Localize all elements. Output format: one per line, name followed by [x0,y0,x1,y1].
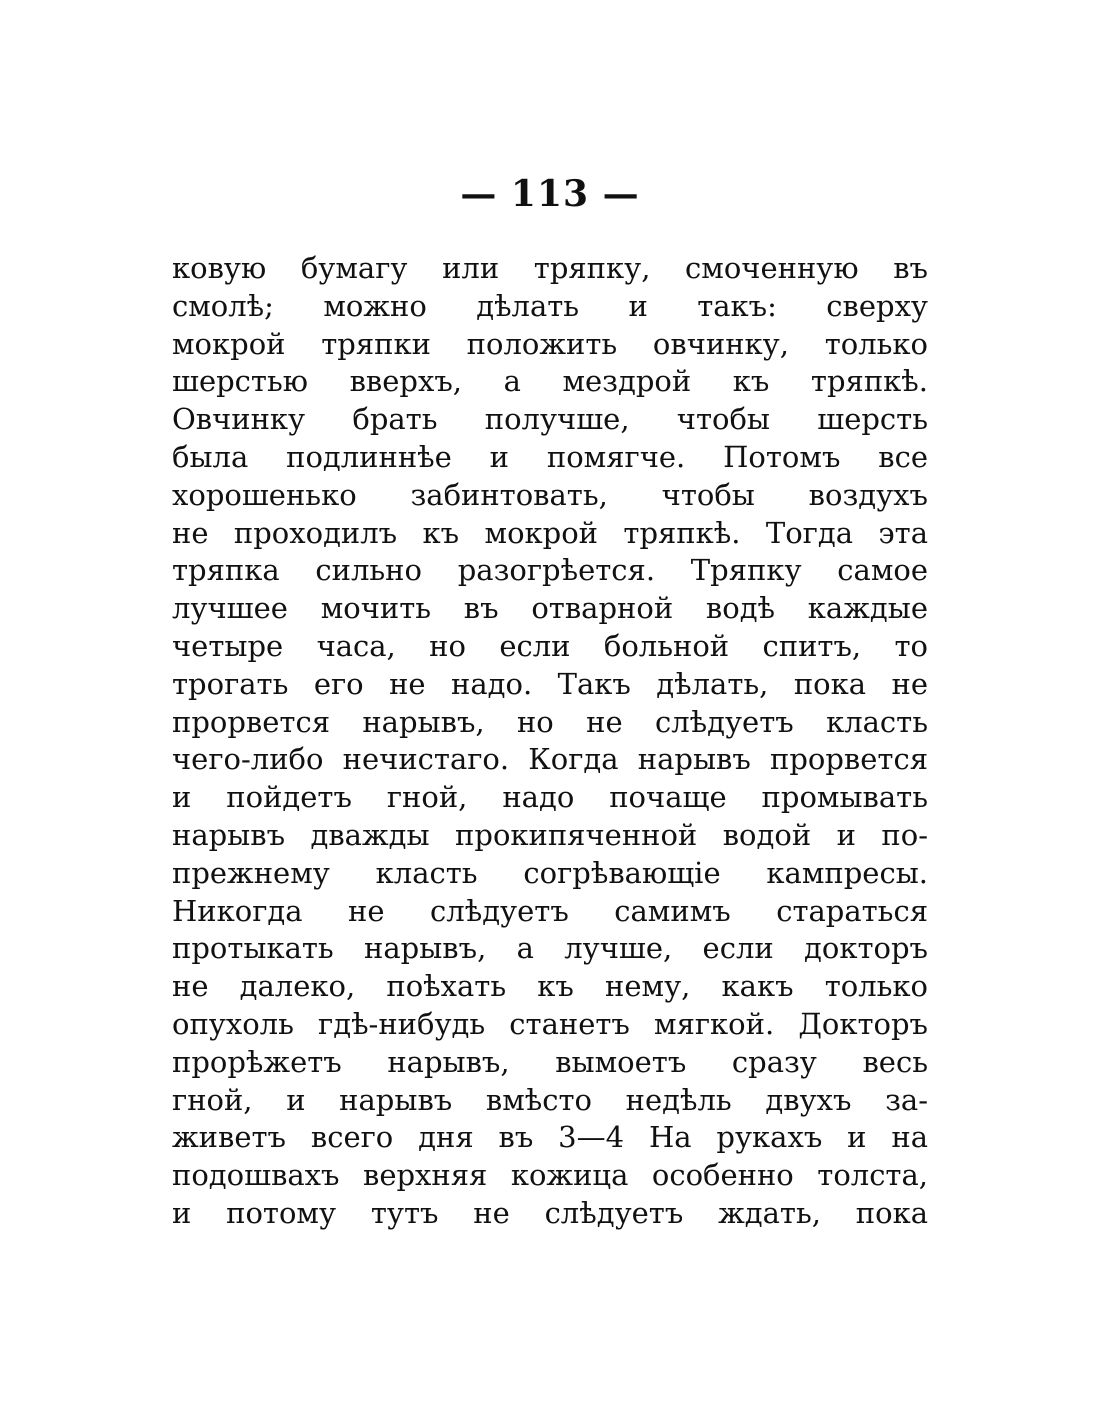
text-line: и пойдетъ гной, надо почаще промывать [172,780,928,815]
text-line: была подлиннѣе и помягче. Потомъ все [172,439,928,474]
text-line: четыре часа, но если больной спитъ, то [172,628,928,663]
text-line: Никогда не слѣдуетъ самимъ стараться [172,893,928,928]
text-line: прорвется нарывъ, но не слѣдуетъ класть [172,704,928,739]
text-line: прежнему класть согрѣвающіе кампресы. [172,855,928,890]
text-line: трогать его не надо. Такъ дѣлать, пока не [172,666,928,701]
text-line: и потому тутъ не слѣдуетъ ждать, пока [172,1195,928,1230]
text-line: хорошенько забинтовать, чтобы воздухъ [172,477,928,512]
text-line: смолѣ; можно дѣлать и такъ: сверху [172,288,928,323]
text-line: Овчинку брать получше, чтобы шерсть [172,402,928,437]
text-line: подошвахъ верхняя кожица особенно толста, [172,1158,928,1193]
text-line: тряпка сильно разогрѣется. Тряпку самое [172,553,928,588]
text-line: прорѣжетъ нарывъ, вымоетъ сразу весь [172,1044,928,1079]
text-line: протыкать нарывъ, а лучше, если докторъ [172,931,928,966]
text-line: нарывъ дважды прокипяченной водой и по- [172,817,928,852]
text-line: чего-либо нечистаго. Когда нарывъ прорвется [172,742,928,777]
text-line: мокрой тряпки положить овчинку, только [172,326,928,361]
text-line: шерстью вверхъ, а мездрой къ тряпкѣ. [172,364,928,399]
text-line: лучшее мочить въ отварной водѣ каждые [172,591,928,626]
page-number: — 113 — [460,173,640,215]
body-text [172,250,928,1233]
text-line: не проходилъ къ мокрой тряпкѣ. Тогда эта [172,515,928,550]
text-line: гной, и нарывъ вмѣсто недѣль двухъ за- [172,1082,928,1117]
text-line: живетъ всего дня въ 3—4 На рукахъ и на [172,1120,928,1155]
text-line: опухоль гдѣ-нибудь станетъ мягкой. Докторъ [172,1006,928,1041]
text-line: ковую бумагу или тряпку, смоченную въ [172,251,928,285]
text-line: не далеко, поѣхать къ нему, какъ только [172,969,928,1004]
